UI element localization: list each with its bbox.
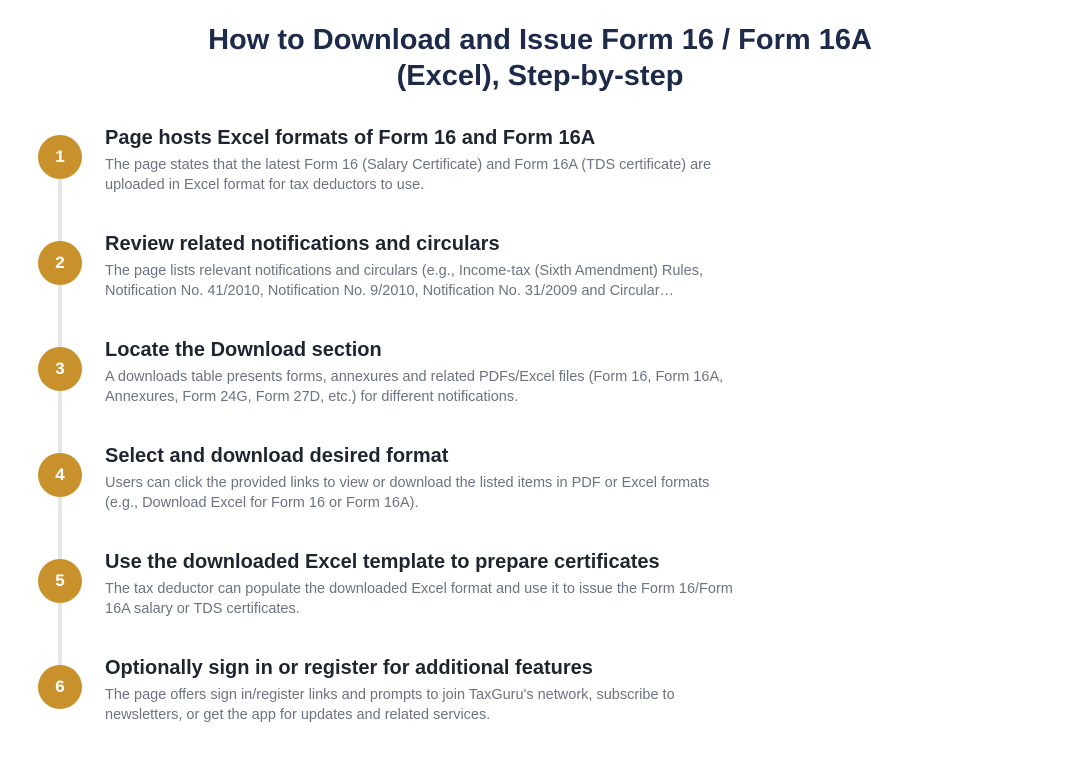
step-number-badge: 1 [38, 135, 82, 179]
step-title: Locate the Download section [105, 339, 382, 361]
step-description-line: Users can click the provided links to view or download the listed items in PDF or Excel formats [105, 475, 710, 491]
step-description-line: 16A salary or TDS certificates. [105, 601, 300, 617]
step-title: Use the downloaded Excel template to prepare certificates [105, 551, 660, 573]
step-description [105, 579, 765, 619]
step-description-line: A downloads table presents forms, annexures and related PDFs/Excel files (Form 16, Form 16A, [105, 369, 724, 385]
step-description-line: The tax deductor can populate the downloaded Excel format and use it to issue the Form 16/Form [105, 581, 733, 597]
step-description-line: The page states that the latest Form 16 (Salary Certificate) and Form 16A (TDS certificate) are [105, 157, 712, 173]
step-description [105, 685, 765, 725]
step-description-line: Annexures, Form 24G, Form 27D, etc.) for different notifications. [105, 389, 519, 405]
step-number-badge: 3 [38, 347, 82, 391]
step-description-line: (e.g., Download Excel for Form 16 or Form 16A). [105, 495, 419, 511]
step-description [105, 261, 765, 301]
step-title: Page hosts Excel formats of Form 16 and Form 16A [105, 127, 596, 149]
page-title-line-2: (Excel), Step-by-step [396, 60, 684, 92]
step-description-line: The page offers sign in/register links and prompts to join TaxGuru's network, subscribe to [105, 687, 675, 703]
step-description [105, 473, 765, 513]
step-description-line: uploaded in Excel format for tax deductors to use. [105, 177, 425, 193]
page-title-line-1: How to Download and Issue Form 16 / Form 16A [208, 24, 872, 56]
step-description-line: Notification No. 41/2010, Notification No. 9/2010, Notification No. 31/2009 and Circular… [105, 283, 675, 299]
step-title: Select and download desired format [105, 445, 449, 467]
step-5 [0, 551, 1080, 659]
step-number-badge: 6 [38, 665, 82, 709]
step-6 [0, 657, 1080, 765]
step-description-line: newsletters, or get the app for updates and related services. [105, 707, 491, 723]
step-2 [0, 233, 1080, 341]
step-title: Review related notifications and circulars [105, 233, 500, 255]
step-description [105, 155, 765, 195]
step-number-badge: 4 [38, 453, 82, 497]
step-description [105, 367, 765, 407]
step-3 [0, 339, 1080, 447]
step-number-badge: 5 [38, 559, 82, 603]
step-number-badge: 2 [38, 241, 82, 285]
step-description-line: The page lists relevant notifications and circulars (e.g., Income-tax (Sixth Amendment) Rules, [105, 263, 703, 279]
step-title: Optionally sign in or register for additional features [105, 657, 593, 679]
step-4 [0, 445, 1080, 553]
step-1 [0, 127, 1080, 235]
